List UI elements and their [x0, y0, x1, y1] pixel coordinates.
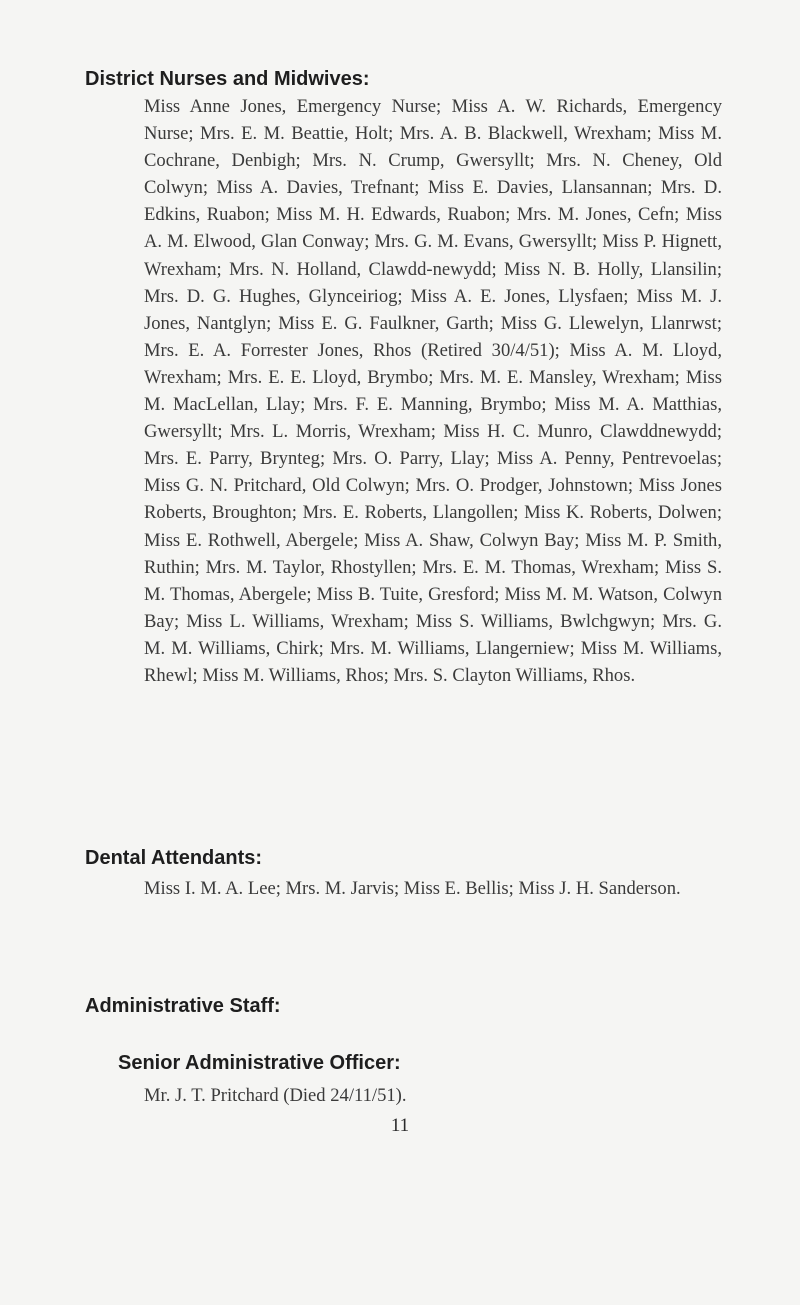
nurses-list-paragraph: Miss Anne Jones, Emergency Nurse; Miss A. W. Richards, Emergency Nurse; Mrs. E. M. Beattie, Holt; Mrs. A. B. Blackwell, Wrexham; Miss M. Cochrane, Denbigh; Mrs. N. Crump, Gwersyllt; Mrs. N. Cheney, Old Colwyn; Miss A. Davies, Trefnant; Miss E. Davies, Llansannan; Mrs. D. Edkins, Ruabon; Miss M. H. Edwards, Ruabon; Mrs. M. Jones, Cefn; Miss A. M. Elwood, Glan Conway; Mrs. G. M. Evans, Gwersyllt; Miss P. Hignett, Wrexham; Mrs. N. Holland, Clawdd-newydd; Miss N. B. Holly, Llansilin; Mrs. D. G. Hughes, Glynceiriog; Miss A. E. Jones, Llysfaen; Miss M. J. Jones, Nantglyn; Miss E. G. Faulkner, Garth; Miss G. Llewelyn, Llanrwst; Mrs. E. A. Forrester Jones, Rhos (Retired 30/4/51); Miss A. M. Lloyd, Wrexham; Mrs. E. E. Lloyd, Brymbo; Mrs. M. E. Mansley, Wrexham; Miss M. MacLellan, Llay; Mrs. F. E. Manning, Brymbo; Miss M. A. Matthias, Gwersyllt; Mrs. L. Morris, Wrexham; Miss H. C. Munro, Clawddnewydd; Mrs. E. Parry, Brynteg; Mrs. O. Parry, Llay; Miss A. Penny, Pentrevoelas; Miss G. N. Pritchard, Old Colwyn; Mrs. O. Prodger, Johnstown; Miss Jones Roberts, Broughton; Mrs. E. Roberts, Llangollen; Miss K. Roberts, Dolwen; Miss E. Rothwell, Abergele; Miss A. Shaw, Colwyn Bay; Miss M. P. Smith, Ruthin; Mrs. M. Taylor, Rhostyllen; Mrs. E. M. Thomas, Wrexham; Miss S. M. Thomas, Abergele; Miss B. Tuite, Gresford; Miss M. M. Watson, Colwyn Bay; Miss L. Williams, Wrexham; Miss S. Williams, Bwlchgwyn; Mrs. G. M. M. Williams, Chirk; Mrs. M. Williams, Llangerniew; Miss M. Williams, Rhewl; Miss M. Williams, Rhos; Mrs. S. Clayton Williams, Rhos. [144, 96, 722, 686]
section-heading-administrative-staff: Administrative Staff: [85, 995, 281, 1017]
section-heading-dental-attendants: Dental Attendants: [85, 847, 263, 869]
senior-officer-paragraph: Mr. J. T. Pritchard (Died 24/11/51). [144, 1085, 407, 1106]
section-heading-district-nurses: District Nurses and Midwives: [85, 68, 370, 90]
page-number: 11 [390, 1115, 410, 1136]
dental-list-paragraph: Miss I. M. A. Lee; Mrs. M. Jarvis; Miss E. Bellis; Miss J. H. Sanderson. [144, 878, 681, 899]
subheading-senior-administrative-officer: Senior Administrative Officer: [118, 1052, 401, 1074]
